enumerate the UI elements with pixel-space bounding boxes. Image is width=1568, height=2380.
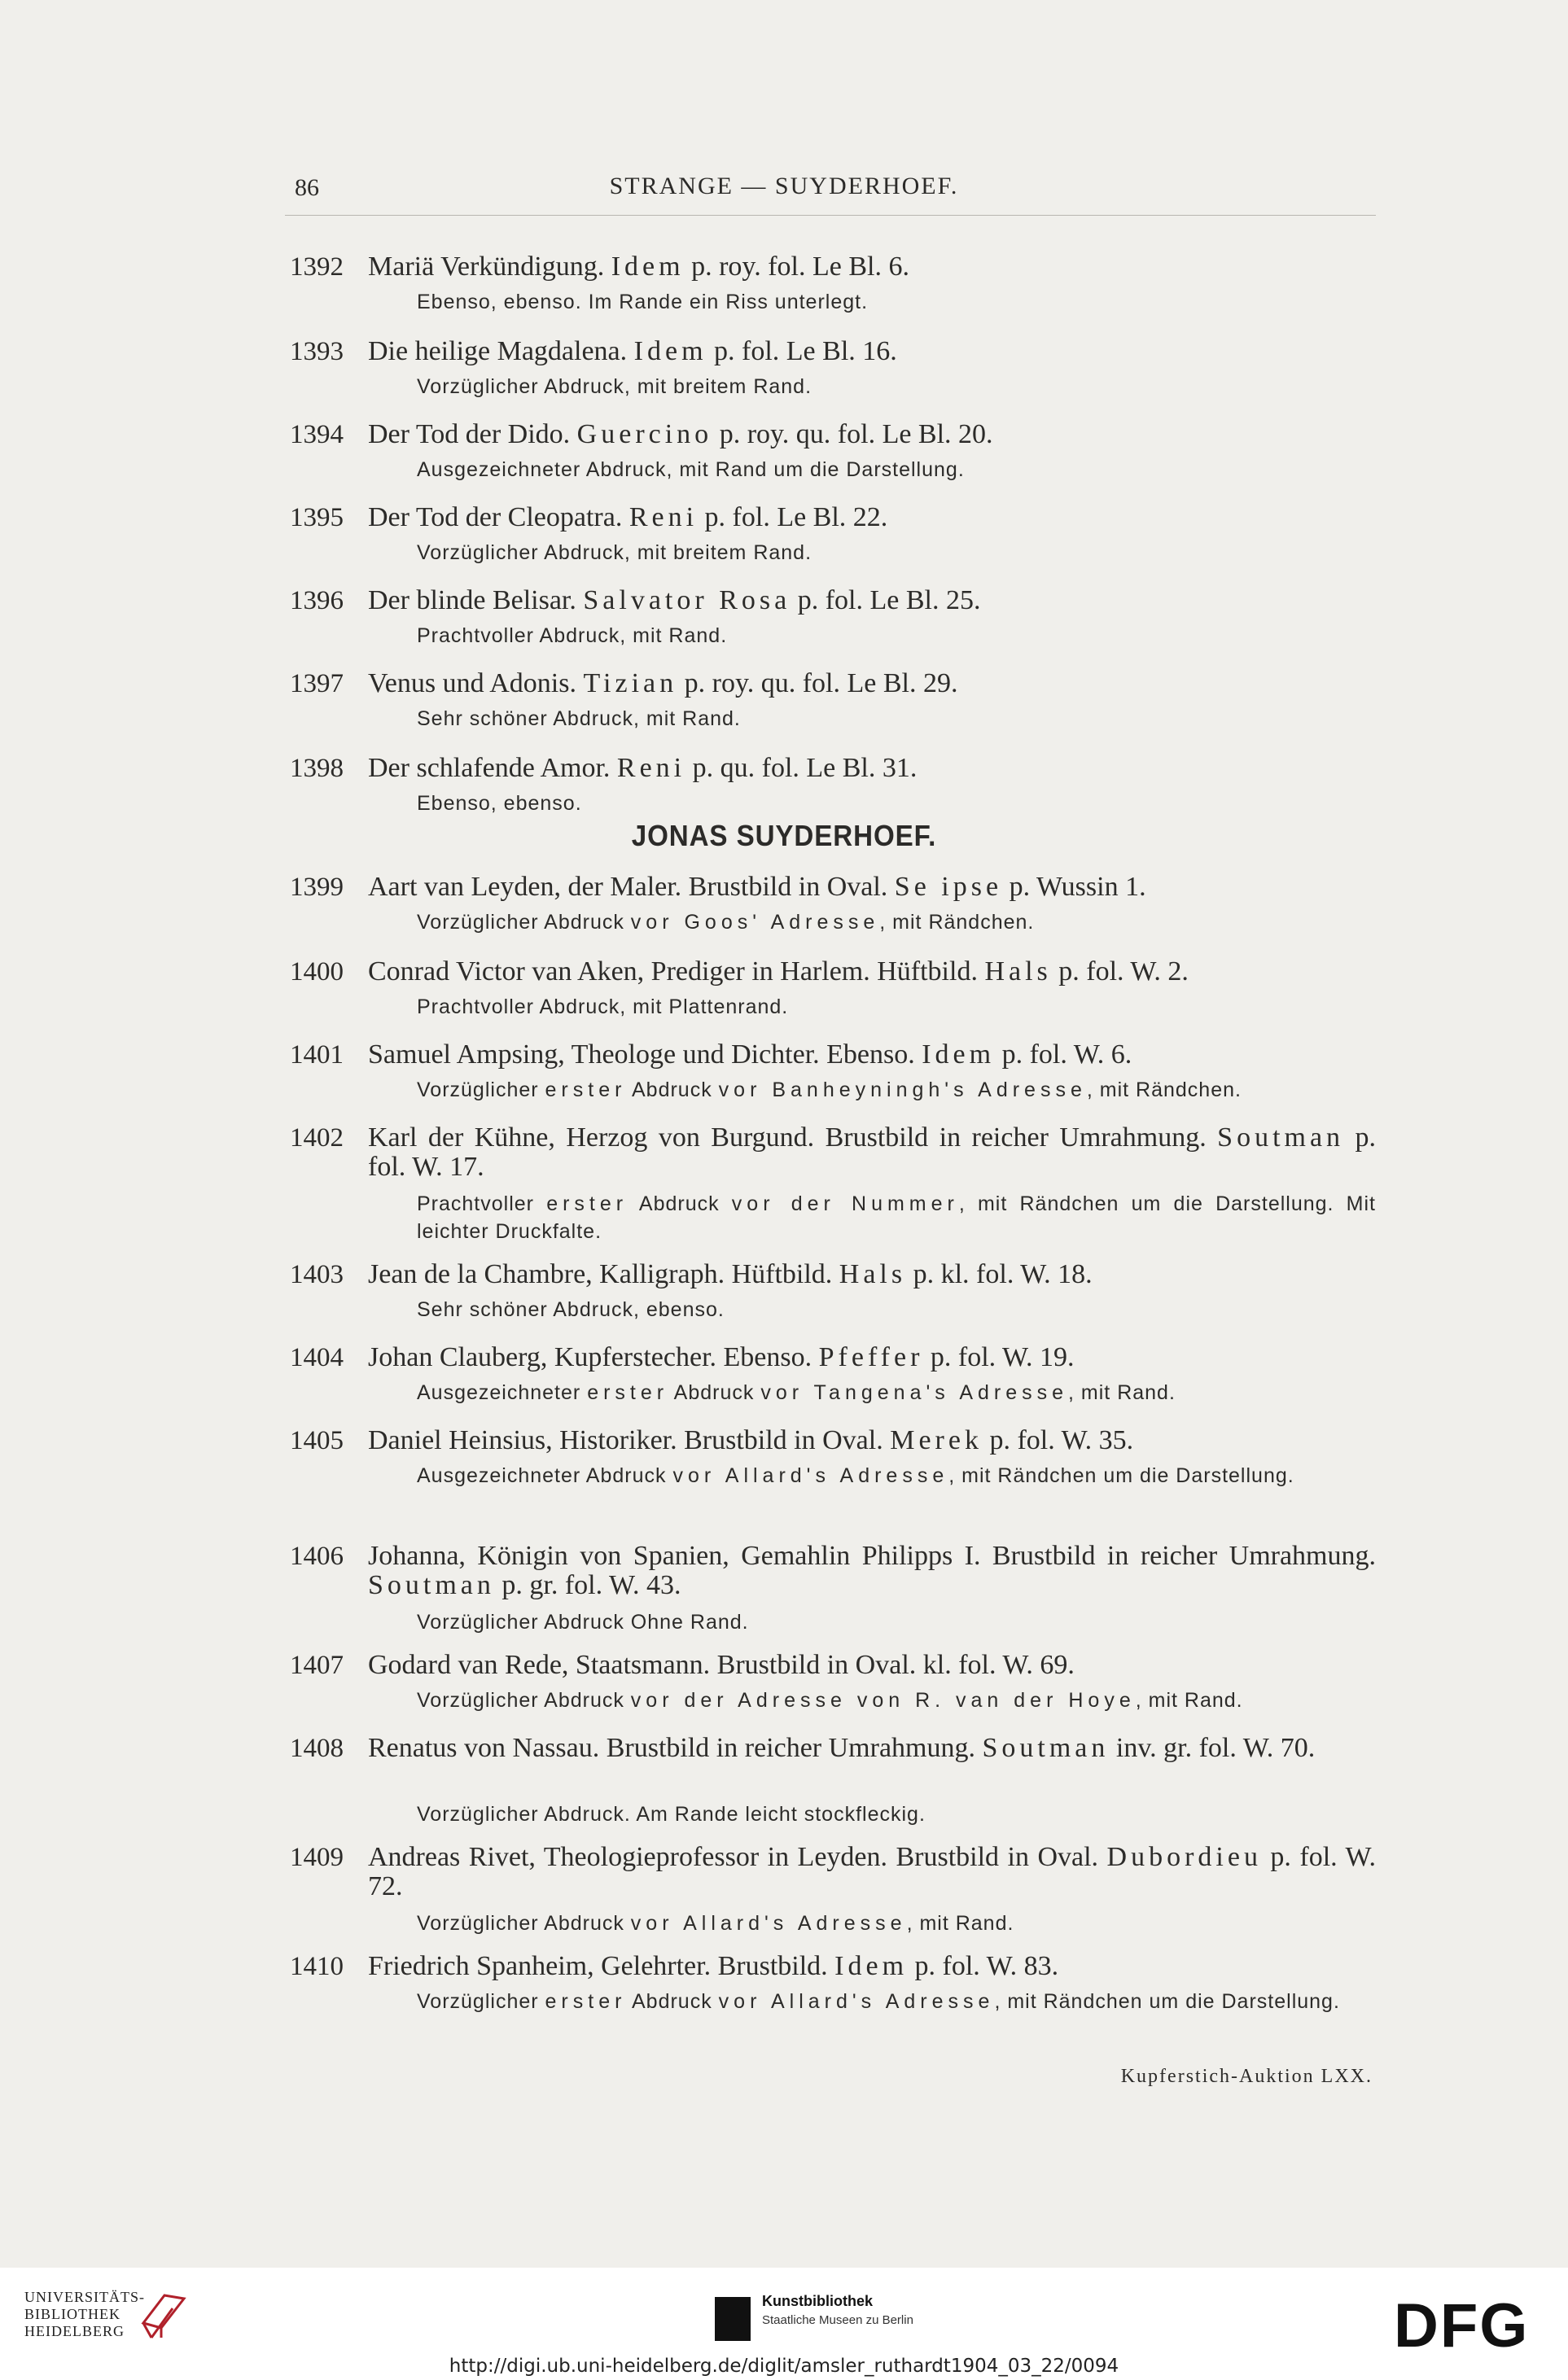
entry-number: 1406 bbox=[290, 1542, 344, 1571]
entry-note: Ausgezeichneter erster Abdruck vor Tangena's Adresse, mit Rand. bbox=[417, 1381, 1176, 1404]
entry-number: 1398 bbox=[290, 754, 344, 783]
running-head: STRANGE — SUYDERHOEF. bbox=[609, 173, 959, 199]
entry-number: 1395 bbox=[290, 503, 344, 532]
entry-number: 1399 bbox=[290, 873, 344, 902]
entry-note: Vorzüglicher Abdruck vor Goos' Adresse, mit Rändchen. bbox=[417, 911, 1035, 934]
dfg-logo[interactable]: DFG bbox=[1394, 2291, 1530, 2360]
kunstbibliothek-mark-icon bbox=[715, 2297, 751, 2341]
entry-note: Vorzüglicher erster Abdruck vor Banheyningh's Adresse, mit Rändchen. bbox=[417, 1078, 1242, 1101]
kb-title: Kunstbibliothek bbox=[762, 2293, 873, 2309]
entry-number: 1403 bbox=[290, 1260, 344, 1289]
ub-logo-line: UNIVERSITÄTS- bbox=[24, 2289, 145, 2305]
entry-note: Vorzüglicher Abdruck Ohne Rand. bbox=[417, 1611, 749, 1634]
entry-number: 1401 bbox=[290, 1040, 344, 1070]
entry-title: Der blinde Belisar. Salvator Rosa p. fol. Le Bl. 25. bbox=[368, 585, 981, 615]
entry-title: Johanna, Königin von Spanien, Gemahlin Philipps I. Brustbild in reicher Umrahmung. Soutman p. gr. fol. W. 43. bbox=[368, 1541, 1376, 1600]
entry-note: Ebenso, ebenso. bbox=[417, 792, 582, 815]
entry-number: 1404 bbox=[290, 1343, 344, 1372]
entry-note: Ebenso, ebenso. Im Rande ein Riss unterlegt. bbox=[417, 291, 869, 313]
entry-number: 1392 bbox=[290, 252, 344, 282]
entry-note: Prachtvoller erster Abdruck vor der Nummer, mit Rändchen um die Darstellung. Mit leichter Druckfalte. bbox=[417, 1192, 1376, 1243]
entry-title: Venus und Adonis. Tizian p. roy. qu. fol. Le Bl. 29. bbox=[368, 668, 958, 698]
entry-note: Vorzüglicher Abdruck. Am Rande leicht stockfleckig. bbox=[417, 1803, 926, 1826]
entry-number: 1394 bbox=[290, 420, 344, 449]
entry-note: Vorzüglicher Abdruck vor der Adresse von R. van der Hoye, mit Rand. bbox=[417, 1689, 1243, 1712]
entry-title: Godard van Rede, Staatsmann. Brustbild in Oval. kl. fol. W. 69. bbox=[368, 1650, 1075, 1680]
entry-note: Vorzüglicher Abdruck, mit breitem Rand. bbox=[417, 541, 812, 564]
entry-title: Karl der Kühne, Herzog von Burgund. Brustbild in reicher Umrahmung. Soutman p. fol. W. 17. bbox=[368, 1122, 1377, 1182]
entry-title: Samuel Ampsing, Theologe und Dichter. Ebenso. Idem p. fol. W. 6. bbox=[368, 1039, 1132, 1070]
entry-number: 1400 bbox=[290, 957, 344, 987]
entry-title: Der Tod der Dido. Guercino p. roy. qu. fol. Le Bl. 20. bbox=[368, 419, 993, 449]
entry-title: Die heilige Magdalena. Idem p. fol. Le Bl. 16. bbox=[368, 336, 897, 366]
entry-number: 1405 bbox=[290, 1426, 344, 1455]
entry-note: Prachtvoller Abdruck, mit Plattenrand. bbox=[417, 995, 789, 1018]
page-number: 86 bbox=[295, 174, 319, 201]
ub-logo[interactable] bbox=[24, 2289, 145, 2340]
entry-number: 1397 bbox=[290, 669, 344, 698]
kb-subtitle: Staatliche Museen zu Berlin bbox=[762, 2313, 913, 2327]
entry-title: Daniel Heinsius, Historiker. Brustbild in Oval. Merek p. fol. W. 35. bbox=[368, 1425, 1134, 1455]
entry-title: Mariä Verkündigung. Idem p. roy. fol. Le Bl. 6. bbox=[368, 252, 909, 282]
entry-title: Der schlafende Amor. Reni p. qu. fol. Le Bl. 31. bbox=[368, 753, 918, 783]
catalog-mark: Kupferstich-Auktion LXX. bbox=[1120, 2066, 1373, 2087]
section-heading: JONAS SUYDERHOEF. bbox=[631, 819, 937, 852]
entry-note: Sehr schöner Abdruck, mit Rand. bbox=[417, 707, 741, 730]
entry-note: Sehr schöner Abdruck, ebenso. bbox=[417, 1298, 725, 1321]
ub-logo-line: BIBLIOTHEK bbox=[24, 2306, 120, 2322]
entry-title: Conrad Victor van Aken, Prediger in Harlem. Hüftbild. Hals p. fol. W. 2. bbox=[368, 956, 1189, 987]
entry-note: Ausgezeichneter Abdruck, mit Rand um die Darstellung. bbox=[417, 458, 965, 481]
ub-book-icon bbox=[140, 2290, 189, 2341]
permalink-url[interactable]: http://digi.ub.uni-heidelberg.de/diglit/amsler_ruthardt1904_03_22/0094 bbox=[449, 2356, 1119, 2377]
entry-note: Vorzüglicher Abdruck vor Allard's Adresse, mit Rand. bbox=[417, 1912, 1014, 1935]
entry-title: Andreas Rivet, Theologieprofessor in Leyden. Brustbild in Oval. Dubordieu p. fol. W. 72. bbox=[368, 1842, 1377, 1901]
entry-title: Friedrich Spanheim, Gelehrter. Brustbild. Idem p. fol. W. 83. bbox=[368, 1951, 1059, 1981]
entry-title: Renatus von Nassau. Brustbild in reicher Umrahmung. Soutman inv. gr. fol. W. 70. bbox=[368, 1733, 1316, 1763]
footer-bar bbox=[0, 2268, 1568, 2380]
entry-note: Prachtvoller Abdruck, mit Rand. bbox=[417, 624, 728, 647]
ub-logo-line: HEIDELBERG bbox=[24, 2323, 125, 2339]
entry-number: 1402 bbox=[290, 1123, 344, 1153]
entry-title: Aart van Leyden, der Maler. Brustbild in Oval. Se ipse p. Wussin 1. bbox=[368, 872, 1146, 902]
entry-number: 1393 bbox=[290, 337, 344, 366]
entry-number: 1396 bbox=[290, 586, 344, 615]
entry-number: 1410 bbox=[290, 1952, 344, 1981]
entry-number: 1407 bbox=[290, 1651, 344, 1680]
entry-number: 1409 bbox=[290, 1843, 344, 1872]
entry-title: Johan Clauberg, Kupferstecher. Ebenso. Pfeffer p. fol. W. 19. bbox=[368, 1342, 1075, 1372]
entry-note: Vorzüglicher Abdruck, mit breitem Rand. bbox=[417, 375, 812, 398]
entry-title: Jean de la Chambre, Kalligraph. Hüftbild. Hals p. kl. fol. W. 18. bbox=[368, 1259, 1093, 1289]
entry-note: Ausgezeichneter Abdruck vor Allard's Adresse, mit Rändchen um die Darstellung. bbox=[417, 1464, 1294, 1487]
entry-note: Vorzüglicher erster Abdruck vor Allard's Adresse, mit Rändchen um die Darstellung. bbox=[417, 1990, 1340, 2013]
header-rule bbox=[285, 215, 1376, 216]
entry-title: Der Tod der Cleopatra. Reni p. fol. Le Bl. 22. bbox=[368, 502, 888, 532]
entry-number: 1408 bbox=[290, 1734, 344, 1763]
